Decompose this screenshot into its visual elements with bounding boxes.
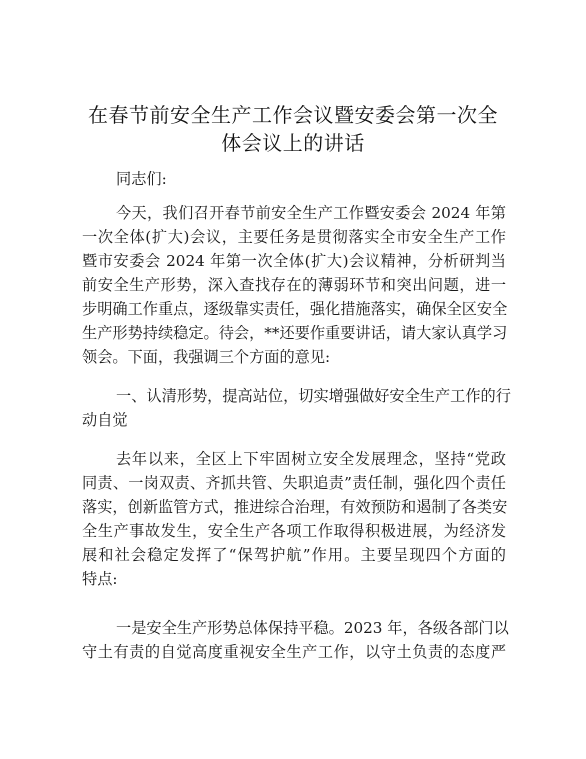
paragraph-line: 落实，创新监管方式，推进综合治理，有效预防和遏制了各类安 — [82, 498, 508, 516]
paragraph-line: 步明确工作重点，逐级靠实责任，强化措施落实，确保全区安全 — [82, 300, 508, 318]
salutation: 同志们: — [116, 170, 167, 188]
title-line-2: 体会议上的讲话 — [221, 131, 365, 155]
paragraph-line: 全生产事故发生，安全生产各项工作取得积极进展，为经济发 — [82, 522, 506, 540]
paragraph-line: 去年以来，全区上下牢固树立安全发展理念，坚持“党政 — [116, 450, 506, 468]
paragraph-line: 前安全生产形势，深入查找存在的薄弱环节和突出问题，进一 — [82, 276, 506, 294]
paragraph-line: 特点: — [82, 570, 118, 588]
section-heading-line: 动自觉 — [82, 411, 128, 429]
title-line-1: 在春节前安全生产工作会议暨安委会第一次全 — [88, 103, 498, 127]
paragraph-line: 今天，我们召开春节前安全生产工作暨安委会 2024 年第 — [116, 204, 506, 222]
paragraph-line: 一是安全生产形势总体保持平稳。2023 年，各级各部门以 — [116, 619, 509, 637]
paragraph-line: 守土有责的自觉高度重视安全生产工作，以守土负责的态度严 — [82, 643, 506, 661]
paragraph-line: 一次全体(扩大)会议，主要任务是贯彻落实全市安全生产工作 — [82, 228, 506, 246]
paragraph-line: 领会。下面，我强调三个方面的意见: — [82, 348, 331, 366]
document-title — [60, 101, 526, 157]
paragraph-line: 暨市安委会 2024 年第一次全体(扩大)会议精神，分析研判当 — [82, 252, 506, 270]
paragraph-line: 生产形势持续稳定。待会，**还要作重要讲话，请大家认真学习 — [82, 324, 508, 342]
paragraph-line: 同责、一岗双责、齐抓共管、失职追责”责任制，强化四个责任 — [82, 474, 506, 492]
section-heading-line: 一、认清形势，提高站位，切实增强做好安全生产工作的行 — [116, 387, 511, 405]
paragraph-line: 展和社会稳定发挥了“保驾护航”作用。主要呈现四个方面的 — [82, 546, 506, 564]
